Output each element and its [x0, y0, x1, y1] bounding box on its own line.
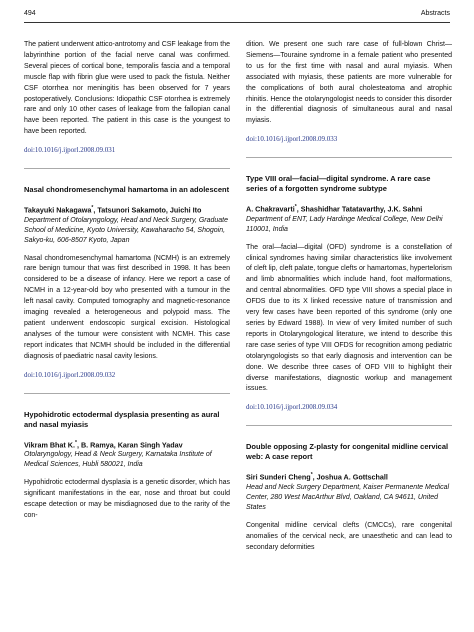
doi-link[interactable]: doi:10.1016/j.ijporl.2008.09.034 [246, 403, 338, 412]
left-column [24, 40, 230, 522]
abstract-body: Hypohidrotic ectodermal dysplasia is a genetic disorder, which has significant manifestations in the ear, nose and throat but could escape detection or may be misdiagnosed due to the rarity of the con- [24, 479, 230, 519]
running-header [24, 6, 450, 23]
divider [246, 157, 452, 158]
corresponding-mark: * [91, 205, 94, 212]
abstract-ofd-syndrome [246, 174, 452, 411]
page-number: 494 [24, 10, 36, 17]
divider [24, 168, 230, 169]
divider [246, 425, 452, 426]
abstract-affiliation: Head and Neck Surgery Department, Kaiser Permanente Medical Center, 280 West MacArthur Blvd, Oakland, CA 94611, United States [246, 483, 450, 511]
doi-link[interactable]: doi:10.1016/j.ijporl.2008.09.031 [24, 146, 116, 155]
divider [24, 393, 230, 394]
abstract-title: Nasal chondromesenchymal hamartoma in an adolescent [24, 185, 230, 195]
abstract-z-plasty [246, 442, 452, 553]
abstract-title: Hypohidrotic ectodermal dysplasia presenting as aural and nasal myiasis [24, 409, 220, 429]
abstract-ectodermal-dysplasia [24, 410, 230, 522]
abstract-affiliation: Otolaryngology, Head & Neck Surgery, Karnataka Institute of Medical Sciences, Hubli 580021, India [24, 451, 212, 468]
continued-abstract-text: The patient underwent attico-antrotomy and CSF leakage from the labyrinthine portion of the facial nerve canal was confirmed. Several pieces of cortical bone, temporalis fascia and a temporal muscle flap with fibrin glue were used to pack the fistula. Neither CSF otorrhea nor meningitis has been observed for 7 years postoperatively. Conclusions: Idiopathic CSF otorrhea is extremely rare and only 10 other cases of leakage from the fallopian canal have been reported. The patient in this case is the youngest to have been reported. [24, 41, 230, 136]
abstract-authors: A. Chakravarti*, Shashidhar Tatatavarthy, J.K. Sahni [246, 204, 423, 214]
abstract-authors: Siri Sunderi Cheng*, Joshua A. Gottschall [246, 472, 388, 482]
abstract-affiliation: Department of ENT, Lady Hardinge Medical College, New Delhi 110001, India [246, 215, 443, 233]
continued-abstract-text: dition. We present one such rare case of full-blown Christ—Siemens—Touraine syndrome in a female patient who presented to us for the first time with nasal and aural myiasis. When associated with myiasis, these patients are more vulnerable for the complications of both aural cholesteatoma and atrophic rhinitis. Hence the otolaryngologist needs to consider this disorder in the differential diagnosis of simultaneous aural and nasal myiasis. [246, 41, 452, 125]
abstract-body: Congenital midline cervical clefts (CMCCs), rare congenital anomalies of the cervical neck, are unaesthetic and can lead to secondary deformities [246, 521, 452, 551]
abstract-title: Double opposing Z-plasty for congenital midline cervical web: A case report [246, 442, 449, 462]
corresponding-mark: * [75, 439, 77, 446]
doi-link[interactable]: doi:10.1016/j.ijporl.2008.09.033 [246, 135, 338, 144]
right-column [246, 40, 452, 553]
abstract-affiliation: Department of Otolaryngology, Head and Neck Surgery, Graduate School of Medicine, Kyoto University, Kawaharacho 54, Shogoin, Sakyo-ku, 606-8507 Kyoto, Japan [24, 216, 229, 244]
section-title: Abstracts [420, 10, 450, 17]
corresponding-mark: * [310, 472, 313, 479]
abstract-body: The oral—facial—digital (OFD) syndrome is a constellation of clinical syndromes having similar characteristics like involvement of cleft lip, cleft palate, tongue clefts or hamartomas, hypertelorism and limb abnormalities which include hand, foot malformations, and central abnormalities. OFD type VIII shows a special place in OFDS due to its X linked recessive nature of transmission and very few cases have been reported of this syndrome (only one series by Edward 1988). In view of very limited number of such reports in Otolaryngological literature, we intend to describe this rare case series of type VIII OFDS for recognition among pediatric otolaryngologists so that early diagnosis and intervention can be done. We describe three cases of OFD VIII to highlight their diverse manifestations, diagnostic workup and management issues. [246, 243, 452, 393]
abstract-nasal-hamartoma [24, 185, 230, 378]
abstract-authors: Vikram Bhat K.*, B. Ramya, Karan Singh Yadav [24, 439, 183, 449]
abstract-authors: Takayuki Nakagawa*, Tatsunori Sakamoto, Juichi Ito [24, 205, 202, 215]
abstract-title: Type VIII oral—facial—digital syndrome. A rare case series of a forgotten syndrome subtype [246, 174, 431, 194]
corresponding-mark: * [294, 204, 297, 211]
abstract-body: Nasal chondromesenchymal hamartoma (NCMH) is an extremely rare benign tumour that was first described in 1998. It has been considered to be a disease of infancy. Here we report a case of NCMH in a 12-year-old boy who presented with a tumour in the left nasal cavity. Computed tomography and magnetic-resonance imaging revealed a heterogeneous and polypoid mass. The patient underwent endoscopic surgical excision. Histological analyses of the tumour were consistent with NCMH. This case report indicates that NCMH should be included in the differential diagnosis of paediatric nasal cavity lesions. [24, 254, 230, 360]
doi-link[interactable]: doi:10.1016/j.ijporl.2008.09.032 [24, 370, 116, 379]
